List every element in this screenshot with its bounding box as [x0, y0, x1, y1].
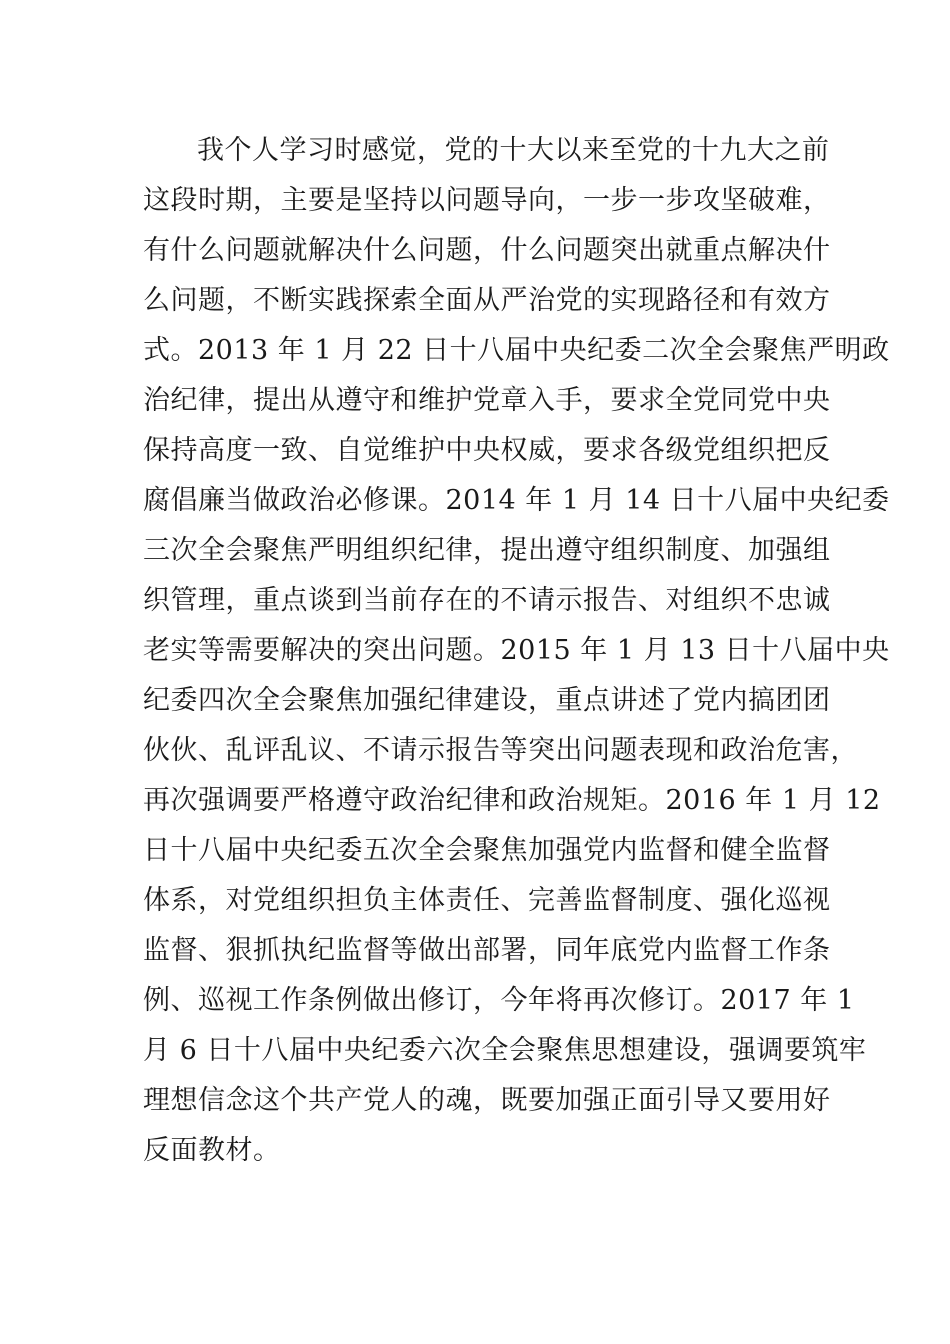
- paragraph-line: 日十八届中央纪委五次全会聚焦加强党内监督和健全监督: [143, 835, 831, 866]
- paragraph-line: 治纪律，提出从遵守和维护党章入手，要求全党同党中央: [143, 385, 831, 416]
- paragraph-line: 三次全会聚焦严明组织纪律，提出遵守组织制度、加强组: [143, 535, 831, 566]
- paragraph-line: 例、巡视工作条例做出修订，今年将再次修订。2017 年 1: [143, 985, 855, 1016]
- paragraph-line: 监督、狠抓执纪监督等做出部署，同年底党内监督工作条: [143, 935, 831, 966]
- paragraph-line: 式。2013 年 1 月 22 日十八届中央纪委二次全会聚焦严明政: [143, 335, 890, 366]
- paragraph-line: 纪委四次全会聚焦加强纪律建设，重点讲述了党内搞团团: [143, 685, 831, 716]
- paragraph-line: 月 6 日十八届中央纪委六次全会聚焦思想建设，强调要筑牢: [143, 1035, 867, 1066]
- paragraph-line: 理想信念这个共产党人的魂，既要加强正面引导又要用好: [143, 1085, 831, 1116]
- paragraph-line: 腐倡廉当做政治必修课。2014 年 1 月 14 日十八届中央纪委: [143, 485, 890, 516]
- paragraph-line: 这段时期，主要是坚持以问题导向，一步一步攻坚破难，: [143, 185, 831, 216]
- paragraph-line: 伙伙、乱评乱议、不请示报告等突出问题表现和政治危害，: [143, 735, 858, 766]
- body-paragraph: [143, 126, 890, 1176]
- paragraph-line: 有什么问题就解决什么问题，什么问题突出就重点解决什: [143, 235, 831, 266]
- paragraph-line: 再次强调要严格遵守政治纪律和政治规矩。2016 年 1 月 12: [143, 785, 881, 816]
- paragraph-line: 我个人学习时感觉，党的十大以来至党的十九大之前: [197, 135, 830, 166]
- paragraph-line: 保持高度一致、自觉维护中央权威，要求各级党组织把反: [143, 435, 831, 466]
- paragraph-line: 反面教材。: [143, 1135, 281, 1166]
- paragraph-line: 么问题，不断实践探索全面从严治党的实现路径和有效方: [143, 285, 831, 316]
- paragraph-line: 织管理，重点谈到当前存在的不请示报告、对组织不忠诚: [143, 585, 831, 616]
- paragraph-line: 体系，对党组织担负主体责任、完善监督制度、强化巡视: [143, 885, 831, 916]
- paragraph-line: 老实等需要解决的突出问题。2015 年 1 月 13 日十八届中央: [143, 635, 890, 666]
